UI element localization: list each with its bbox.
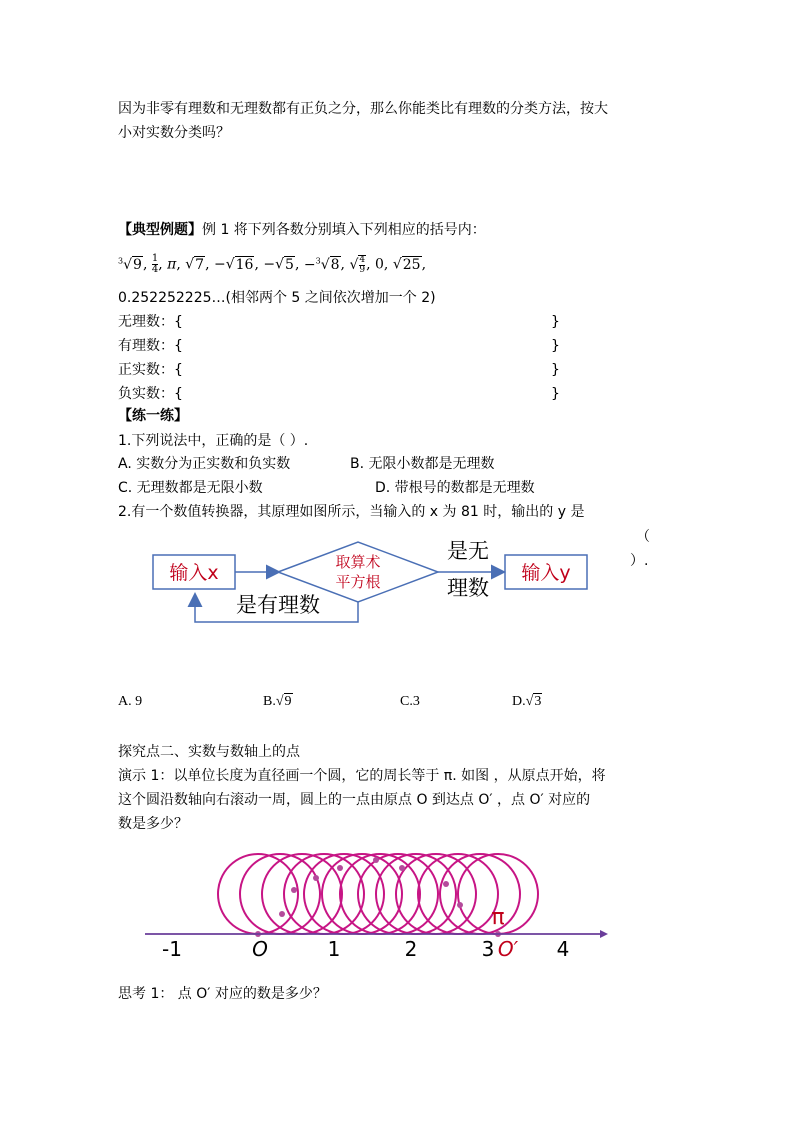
q1-stem: 1.下列说法中，正确的是（ ）.: [118, 433, 309, 449]
example-heading-text: 例 1 将下列各数分别填入下列相应的括号内：: [202, 222, 486, 238]
category-irrational: [118, 311, 183, 333]
category-close: }: [551, 338, 560, 354]
q2-option-d-value: 3: [534, 694, 542, 709]
category-label: 正实数：: [118, 362, 174, 378]
output-label: 输入y: [521, 562, 571, 584]
category-close: }: [551, 362, 560, 378]
irrational-line-1: 是无: [447, 539, 489, 563]
example-heading-label: 【典型例题】: [118, 222, 202, 238]
q2-option-b-prefix: B.: [263, 694, 276, 709]
think-question: 思考 1： 点 O′ 对应的数是多少？: [118, 986, 327, 1002]
q2-paren-open: （: [636, 529, 650, 545]
circle-5: [304, 854, 384, 934]
point-6: [373, 857, 379, 863]
point-8: [443, 881, 449, 887]
section2-title: 探究点二、实数与数轴上的点: [118, 744, 300, 760]
category-open: {: [174, 362, 183, 378]
rolling-circles: [218, 854, 538, 934]
point-7: [399, 865, 405, 871]
input-label: 输入x: [169, 562, 219, 584]
category-positive: [118, 359, 183, 381]
rational-label: 是有理数: [236, 593, 320, 617]
category-negative: [118, 383, 183, 405]
q1-option-a: A. 实数分为正实数和负实数: [118, 456, 291, 472]
number-pi: π: [167, 256, 177, 273]
number-zero: 0: [375, 256, 384, 273]
q1-option-c: C. 无理数都是无限小数: [118, 480, 263, 496]
number-sqrt-7: √7: [185, 256, 205, 273]
q2-stem: 2.有一个数值转换器，其原理如图所示，当输入的 x 为 81 时，输出的 y 是: [118, 504, 585, 520]
demo-line-3: 数是多少？: [118, 816, 188, 832]
process-line-2: 平方根: [335, 573, 381, 591]
q2-option-c: C.3: [400, 694, 420, 709]
category-open: {: [174, 314, 183, 330]
point-9: [457, 902, 463, 908]
category-close: }: [551, 314, 560, 330]
q2-option-b-value: 9: [284, 694, 292, 709]
axis-label-3: 3: [481, 937, 495, 961]
point-2: [279, 911, 285, 917]
number-sqrt-4-9: √ $\frac{4}{9}$: [349, 254, 366, 275]
circle-10: [396, 854, 476, 934]
rolling-circle-diagram: [140, 850, 620, 970]
number-list: $^3$√9, $\frac{1}{4}$ , π, √7, −√16, −√5, −$^3$√8, √ $\frac{4}{9}$ , 0, √25,: [118, 253, 427, 276]
axis-arrow-head: [600, 930, 608, 938]
circle-2: [240, 854, 320, 934]
circle-8: [358, 854, 438, 934]
example-heading: [118, 219, 486, 241]
axis-label-origin: O: [252, 937, 268, 961]
demo-line-2: 这个圆沿数轴向右滚动一周，圆上的一点由原点 O 到达点 O′ ，点 O′ 对应的: [118, 792, 591, 808]
axis-label-neg1: -1: [162, 937, 182, 961]
point-4: [313, 875, 319, 881]
intro-line-2: 小对实数分类吗？: [118, 125, 230, 141]
circle-9: [376, 854, 456, 934]
category-label: 无理数：: [118, 314, 174, 330]
intro-line-1: 因为非零有理数和无理数都有正负之分，那么你能类比有理数的分类方法，按大: [118, 101, 608, 117]
q1-option-b: B. 无限小数都是无理数: [350, 456, 495, 472]
category-open: {: [174, 338, 183, 354]
axis-label-o-prime: O′: [497, 937, 519, 961]
number-neg-cbrt-8: −$^3$√8: [303, 256, 340, 273]
q2-option-d-prefix: D.: [512, 694, 526, 709]
input-box-label: [169, 562, 218, 584]
circle-6: [322, 854, 402, 934]
number-neg-sqrt-16: −√16: [213, 256, 254, 273]
q1-option-d: D. 带根号的数都是无理数: [375, 480, 535, 496]
practice-heading: 【练一练】: [118, 408, 188, 424]
process-line-1: 取算术: [335, 553, 381, 571]
q2-option-d: D.√3: [512, 694, 542, 709]
category-label: 有理数：: [118, 338, 174, 354]
number-quarter: $\frac{1}{4}$: [151, 253, 159, 276]
circle-12: [440, 854, 520, 934]
axis-label-2: 2: [404, 937, 418, 961]
category-label: 负实数：: [118, 386, 174, 402]
circle-3: [262, 854, 342, 934]
converter-flowchart: [145, 535, 625, 630]
point-5: [337, 865, 343, 871]
circle-1: [218, 854, 298, 934]
q2-option-a: A. 9: [118, 694, 143, 709]
axis-label-1: 1: [327, 937, 341, 961]
category-open: {: [174, 386, 183, 402]
category-rational: [118, 335, 183, 357]
number-neg-sqrt-5: −√5: [263, 256, 294, 273]
decimal-number: 0.252252225…(相邻两个 5 之间依次增加一个 2): [118, 290, 436, 306]
demo-line-1: 演示 1：以单位长度为直径画一个圆，它的周长等于 π. 如图 ，从原点开始，将: [118, 768, 606, 784]
q2-paren-close: ）.: [630, 553, 649, 569]
q2-option-b: B.√9: [263, 694, 292, 709]
point-3: [291, 887, 297, 893]
pi-label: π: [491, 905, 505, 930]
axis-label-4: 4: [556, 937, 570, 961]
number-sqrt-25: √25: [392, 256, 421, 273]
category-close: }: [551, 386, 560, 402]
irrational-line-2: 理数: [447, 576, 489, 600]
number-cbrt-9: $^3$√9: [118, 256, 142, 273]
